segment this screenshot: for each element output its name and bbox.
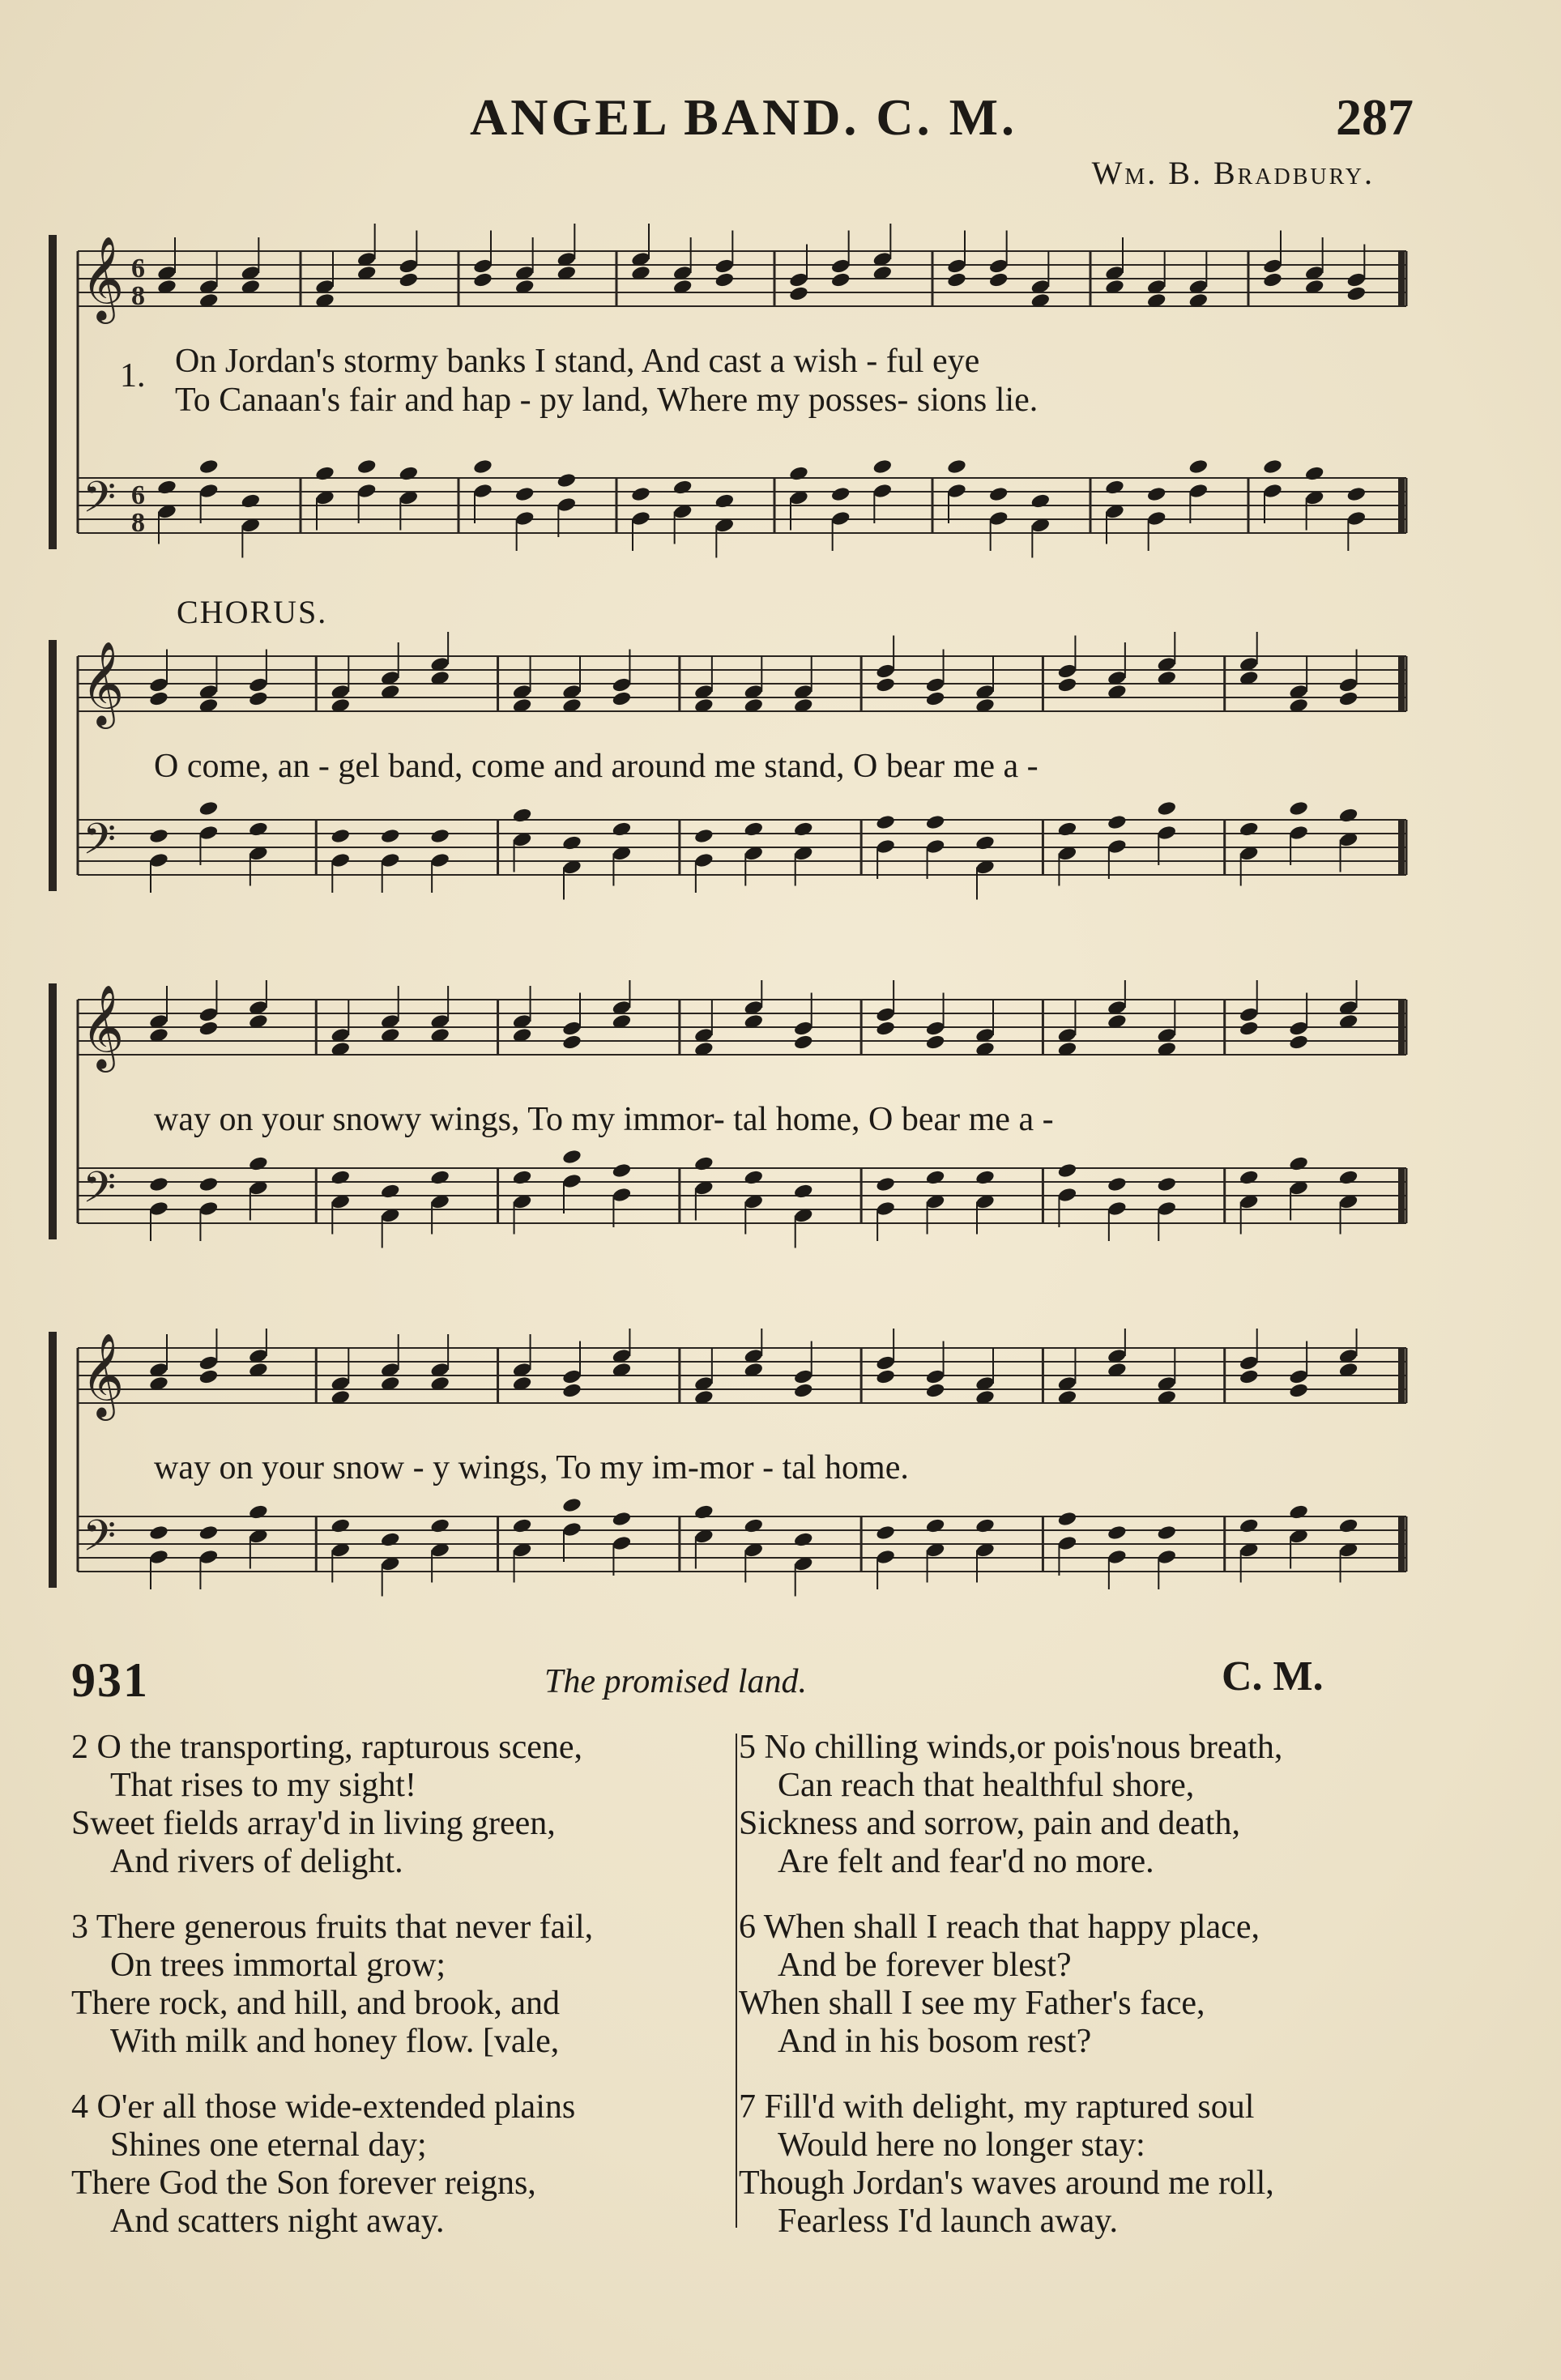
note-head <box>946 483 966 500</box>
note-head <box>198 459 219 476</box>
note-head <box>356 483 377 500</box>
note-head <box>148 1201 168 1218</box>
verse-line: And scatters night away. <box>110 2203 445 2240</box>
note-head <box>1262 459 1282 476</box>
system-brace <box>49 1332 57 1588</box>
note-head <box>1107 1525 1127 1542</box>
note-head <box>1239 1354 1259 1371</box>
note-head <box>314 465 335 482</box>
chorus-lyric-1: O come, an - gel band, come and around me stand, O bear me a - <box>154 748 1039 785</box>
note-head <box>1157 800 1177 817</box>
note-head <box>1146 510 1166 527</box>
bass-clef-icon: 𝄢 <box>83 815 117 875</box>
note-head <box>1157 825 1177 842</box>
verse-line: Shines one eternal day; <box>110 2126 427 2164</box>
time-signature: 6 <box>131 480 145 510</box>
page-header <box>0 87 1561 152</box>
note-head <box>1262 271 1282 288</box>
note-head <box>1239 1368 1259 1385</box>
note-head <box>744 1517 764 1534</box>
note-head <box>788 465 808 482</box>
note-head <box>198 1549 219 1566</box>
note-head <box>1288 1368 1308 1385</box>
note-head <box>1239 1020 1259 1037</box>
note-head <box>248 690 268 707</box>
note-head <box>331 852 351 869</box>
note-head <box>1057 1511 1077 1528</box>
hymn-tune-title: ANGEL BAND. C. M. <box>470 88 1018 146</box>
verse-line: On trees immortal grow; <box>110 1947 446 1984</box>
note-head <box>925 1020 945 1037</box>
note-head <box>612 1187 632 1204</box>
note-head <box>875 1201 895 1218</box>
hymn-subtitle: The promised land. <box>544 1663 807 1700</box>
treble-clef-icon: 𝄞 <box>81 641 125 726</box>
note-head <box>875 1176 895 1193</box>
time-signature: 8 <box>131 508 145 538</box>
note-head <box>561 1149 582 1166</box>
note-head <box>399 465 419 482</box>
note-head <box>1288 825 1308 842</box>
note-head <box>514 486 535 503</box>
note-head <box>148 676 168 693</box>
note-head <box>1146 486 1166 503</box>
note-head <box>148 1176 168 1193</box>
note-head <box>198 1201 219 1218</box>
verse-line: There rock, and hill, and brook, and <box>71 1985 560 2022</box>
treble-clef-icon: 𝄞 <box>81 984 125 1069</box>
verse-stanza <box>71 1909 760 2061</box>
bass-clef-icon: 𝄢 <box>83 1163 117 1223</box>
note-head <box>198 1354 219 1371</box>
verse-line: 7 Fill'd with delight, my raptured soul <box>739 2088 1255 2126</box>
note-head <box>630 486 650 503</box>
note-head <box>1239 1169 1259 1186</box>
time-signature: 6 <box>131 254 145 284</box>
note-head <box>1107 838 1127 855</box>
note-head <box>1057 821 1077 838</box>
note-head <box>472 459 493 476</box>
note-head <box>380 852 400 869</box>
note-head <box>331 1517 351 1534</box>
note-head <box>875 1368 895 1385</box>
lyric-line-2: To Canaan's fair and hap - py land, Where my posses- sions lie. <box>175 382 1039 419</box>
note-head <box>1188 459 1209 476</box>
note-head <box>429 1169 450 1186</box>
note-head <box>380 1531 400 1548</box>
note-head <box>946 271 966 288</box>
note-head <box>925 690 945 707</box>
note-head <box>925 1382 945 1399</box>
note-head <box>612 1535 632 1552</box>
note-head <box>148 828 168 845</box>
note-head <box>714 271 735 288</box>
verse-line: 5 No chilling winds,or pois'nous breath, <box>739 1729 1283 1766</box>
verse-number: 1. <box>120 357 146 395</box>
note-head <box>693 1155 714 1172</box>
system-brace <box>49 235 57 549</box>
note-head <box>946 258 966 275</box>
note-head <box>148 1525 168 1542</box>
page-number: 287 <box>1336 88 1414 146</box>
final-barline <box>1398 1516 1405 1572</box>
final-barline <box>1398 251 1405 306</box>
final-barline <box>1398 1000 1405 1055</box>
note-head <box>630 510 650 527</box>
note-head <box>1107 1201 1127 1218</box>
final-barline <box>1398 478 1405 533</box>
note-head <box>156 479 177 496</box>
note-head <box>693 1503 714 1521</box>
note-head <box>429 828 450 845</box>
verse-line: When shall I see my Father's face, <box>739 1985 1205 2022</box>
note-head <box>198 483 219 500</box>
verse-line: Sweet fields array'd in living green, <box>71 1805 556 1842</box>
note-head <box>793 1382 813 1399</box>
note-head <box>148 1549 168 1566</box>
note-head <box>561 1382 582 1399</box>
verse-stanza <box>739 1909 1427 2061</box>
note-head <box>714 493 735 510</box>
verse-line: Though Jordan's waves around me roll, <box>739 2165 1274 2202</box>
note-head <box>793 1183 813 1200</box>
note-head <box>472 258 493 275</box>
note-head <box>1057 676 1077 693</box>
verse-stanza <box>739 2088 1427 2241</box>
note-head <box>925 838 945 855</box>
note-head <box>925 1517 945 1534</box>
final-barline <box>1398 1168 1405 1223</box>
system-brace <box>49 640 57 891</box>
note-head <box>612 1162 632 1179</box>
note-head <box>612 690 632 707</box>
note-head <box>399 271 419 288</box>
verse-line: 4 O'er all those wide-extended plains <box>71 2088 576 2126</box>
verse-line: 6 When shall I reach that happy place, <box>739 1909 1260 1946</box>
note-head <box>612 1511 632 1528</box>
verses-left-column <box>71 1729 760 2268</box>
note-head <box>714 258 735 275</box>
note-head <box>557 472 577 489</box>
note-head <box>198 1020 219 1037</box>
note-head <box>561 1020 582 1037</box>
note-head <box>198 1368 219 1385</box>
chorus-lyric-3: way on your snow - y wings, To my im-mor - tal home. <box>154 1449 909 1486</box>
note-head <box>1157 1176 1177 1193</box>
note-head <box>672 479 693 496</box>
note-head <box>788 271 808 288</box>
note-head <box>1304 465 1324 482</box>
final-barline <box>1398 656 1405 711</box>
note-head <box>793 821 813 838</box>
note-head <box>380 1183 400 1200</box>
note-head <box>1338 1517 1358 1534</box>
note-head <box>1338 690 1358 707</box>
verses-right-column <box>739 1729 1427 2268</box>
note-head <box>472 483 493 500</box>
bass-clef-icon: 𝄢 <box>83 473 117 533</box>
verse-line: 2 O the transporting, rapturous scene, <box>71 1729 583 1766</box>
note-head <box>1030 493 1051 510</box>
system-brace <box>49 983 57 1239</box>
verse-line: Sickness and sorrow, pain and death, <box>739 1805 1240 1842</box>
note-head <box>744 821 764 838</box>
note-head <box>1107 814 1127 831</box>
note-head <box>875 814 895 831</box>
note-head <box>1157 1525 1177 1542</box>
note-head <box>1157 1549 1177 1566</box>
verse-line: Would here no longer stay: <box>778 2126 1145 2164</box>
note-head <box>198 825 219 842</box>
note-head <box>380 828 400 845</box>
note-head <box>988 258 1009 275</box>
note-head <box>925 1368 945 1385</box>
note-head <box>1057 663 1077 680</box>
note-head <box>925 1034 945 1051</box>
note-head <box>1338 1169 1358 1186</box>
time-signature: 8 <box>131 281 145 311</box>
note-head <box>1262 483 1282 500</box>
note-head <box>875 1525 895 1542</box>
note-head <box>925 676 945 693</box>
note-head <box>248 1503 268 1521</box>
verse-line: Can reach that healthful shore, <box>778 1767 1195 1804</box>
note-head <box>331 828 351 845</box>
hymn-number: 931 <box>71 1653 149 1707</box>
verse-stanza <box>71 2088 760 2241</box>
note-head <box>612 676 632 693</box>
music-system-4 <box>45 1329 1414 1628</box>
note-head <box>331 1169 351 1186</box>
chorus-label: CHORUS. <box>177 594 328 630</box>
note-head <box>399 258 419 275</box>
note-head <box>1107 1176 1127 1193</box>
note-head <box>975 834 995 851</box>
note-head <box>148 690 168 707</box>
treble-clef-icon: 𝄞 <box>81 236 125 321</box>
note-head <box>148 852 168 869</box>
verse-stanza <box>739 1729 1427 1881</box>
final-barline <box>1398 1348 1405 1403</box>
note-head <box>875 1549 895 1566</box>
note-head <box>875 1020 895 1037</box>
note-head <box>248 821 268 838</box>
verse-line: And be forever blest? <box>778 1947 1072 1984</box>
note-head <box>1288 1382 1308 1399</box>
note-head <box>875 1354 895 1371</box>
note-head <box>1346 285 1367 302</box>
note-head <box>429 852 450 869</box>
note-head <box>1239 1006 1259 1023</box>
note-head <box>988 510 1009 527</box>
note-head <box>1239 821 1259 838</box>
verse-line: That rises to my sight! <box>110 1767 416 1804</box>
column-divider <box>736 1734 737 2228</box>
note-head <box>875 663 895 680</box>
note-head <box>788 285 808 302</box>
note-head <box>875 1006 895 1023</box>
note-head <box>793 1020 813 1037</box>
note-head <box>872 459 893 476</box>
note-head <box>512 807 532 824</box>
note-head <box>557 497 577 514</box>
note-head <box>429 1517 450 1534</box>
note-head <box>512 1169 532 1186</box>
treble-clef-icon: 𝄞 <box>81 1333 125 1418</box>
note-head <box>975 1169 995 1186</box>
final-barline <box>1398 820 1405 875</box>
note-head <box>1188 483 1209 500</box>
note-head <box>1262 258 1282 275</box>
note-head <box>1057 1162 1077 1179</box>
verse-line: And in his bosom rest? <box>778 2023 1092 2060</box>
note-head <box>1288 1155 1308 1172</box>
music-system-1 <box>45 219 1414 559</box>
note-head <box>248 676 268 693</box>
note-head <box>512 1517 532 1534</box>
note-head <box>793 1368 813 1385</box>
note-head <box>1107 1549 1127 1566</box>
hymn-meter: C. M. <box>1222 1653 1324 1700</box>
note-head <box>925 814 945 831</box>
verse-line: There God the Son forever reigns, <box>71 2165 536 2202</box>
chorus-lyric-2: way on your snowy wings, To my immor- tal home, O bear me a - <box>154 1101 1054 1138</box>
note-head <box>1288 1503 1308 1521</box>
note-head <box>561 834 582 851</box>
verse-line: With milk and honey flow. [vale, <box>110 2023 560 2060</box>
note-head <box>561 1034 582 1051</box>
verse-line: Are felt and fear'd no more. <box>778 1843 1154 1880</box>
music-system-2 <box>45 632 1414 932</box>
note-head <box>1346 271 1367 288</box>
note-head <box>925 1169 945 1186</box>
note-head <box>198 1176 219 1193</box>
note-head <box>612 821 632 838</box>
note-head <box>693 828 714 845</box>
note-head <box>875 676 895 693</box>
note-head <box>988 271 1009 288</box>
note-head <box>561 1368 582 1385</box>
note-head <box>793 1034 813 1051</box>
note-head <box>1338 807 1358 824</box>
note-head <box>975 1517 995 1534</box>
note-head <box>198 1006 219 1023</box>
note-head <box>1057 1535 1077 1552</box>
note-head <box>1346 486 1367 503</box>
note-head <box>830 510 851 527</box>
lyric-line-1: On Jordan's stormy banks I stand, And cast a wish - ful eye <box>175 343 980 380</box>
note-head <box>830 271 851 288</box>
note-head <box>248 1155 268 1172</box>
note-head <box>1346 510 1367 527</box>
note-head <box>356 459 377 476</box>
note-head <box>198 1525 219 1542</box>
note-head <box>472 271 493 288</box>
verse-line: 3 There generous fruits that never fail, <box>71 1909 594 1946</box>
note-head <box>793 1531 813 1548</box>
note-head <box>1288 1034 1308 1051</box>
note-head <box>1288 1020 1308 1037</box>
note-head <box>1288 800 1308 817</box>
note-head <box>561 1497 582 1514</box>
note-head <box>1338 676 1358 693</box>
note-head <box>830 486 851 503</box>
verse-line: And rivers of delight. <box>110 1843 403 1880</box>
note-head <box>561 1173 582 1190</box>
note-head <box>875 838 895 855</box>
verse-line: Fearless I'd launch away. <box>778 2203 1119 2240</box>
note-head <box>1057 1187 1077 1204</box>
composer-credit: Wm. B. Bradbury. <box>1091 155 1375 191</box>
music-system-3 <box>45 980 1414 1280</box>
note-head <box>1104 479 1124 496</box>
note-head <box>988 486 1009 503</box>
note-head <box>872 483 893 500</box>
note-head <box>1239 1517 1259 1534</box>
verse-stanza <box>71 1729 760 1881</box>
note-head <box>830 258 851 275</box>
note-head <box>693 852 714 869</box>
note-head <box>198 800 219 817</box>
note-head <box>241 493 261 510</box>
note-head <box>744 1169 764 1186</box>
note-head <box>561 1521 582 1538</box>
bass-clef-icon: 𝄢 <box>83 1512 117 1572</box>
note-head <box>946 459 966 476</box>
note-head <box>514 510 535 527</box>
note-head <box>1157 1201 1177 1218</box>
